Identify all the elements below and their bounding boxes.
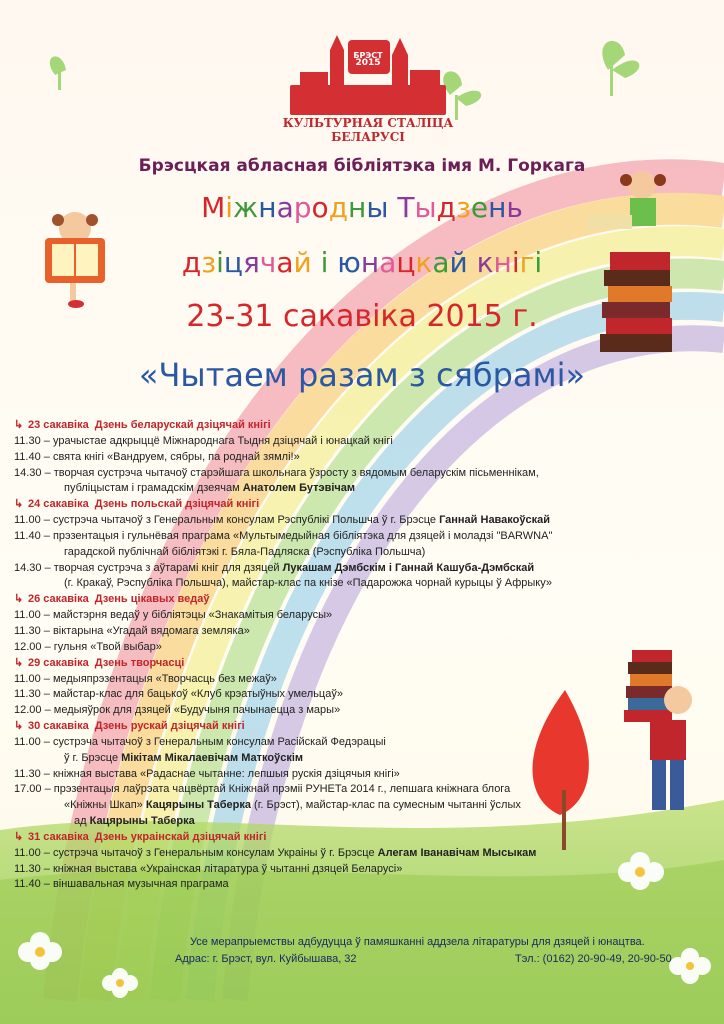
- footer-note: Усе мерапрыемствы адбудуцца ў памяшканні аддзела літаратуры для дзяцей і юнацтва.: [190, 936, 645, 948]
- schedule-event-row: [14, 466, 714, 482]
- day-name: Дзень беларускай дзіцячай кнігі: [94, 419, 271, 431]
- event-text: – гульня «Твой выбар»: [41, 640, 162, 653]
- title-line-2: дзіцячай і юнацкай кнігі: [181, 246, 543, 279]
- schedule-event-row: [14, 608, 714, 624]
- event-text: – свята кнігі «Вандруем, сябры, па роднай зямлі!»: [40, 450, 300, 463]
- event-guest: Мікітам Мікалаевічам Маткоўскім: [121, 751, 304, 764]
- schedule-event-row: [14, 576, 714, 592]
- day-arrow-icon: ↳: [14, 593, 24, 606]
- schedule-event-row: [14, 703, 714, 719]
- event-time: 11.40: [14, 878, 41, 891]
- schedule-day-row: [14, 656, 714, 672]
- event-time: 17.00: [14, 783, 42, 796]
- event-text: – творчая сустрэча чытачоў старэйшага школьнага ўзросту з вядомым беларускім пісьменнікам,: [41, 466, 539, 479]
- schedule-event-row: [14, 687, 714, 703]
- event-text: (г. Брэст), майстар-клас па сумесным чытанні ўслых: [251, 799, 521, 812]
- schedule-event-row: [14, 751, 714, 767]
- schedule-day-row: [14, 592, 714, 608]
- schedule-event-row: [14, 846, 714, 862]
- logo-year: 2015: [355, 58, 381, 68]
- day-arrow-icon: ↳: [14, 498, 24, 511]
- day-arrow-icon: ↳: [14, 419, 24, 431]
- schedule-event-row: [14, 735, 714, 751]
- day-arrow-icon: ↳: [14, 656, 24, 669]
- event-guest: Анатолем Бутэвічам: [242, 482, 356, 495]
- schedule-event-row: [14, 767, 714, 783]
- event-text: – майстар-клас для бацькоў «Клуб крэатыўных умельцаў»: [40, 688, 343, 701]
- event-time: 11.00: [14, 514, 41, 527]
- schedule-event-row: [14, 782, 714, 798]
- schedule-day-row: [14, 418, 714, 434]
- event-text: публіцыстам і грамадскім дзеячам: [64, 482, 243, 495]
- event-guest: Ганнай Навакоўскай: [439, 514, 550, 527]
- event-text: – урачыстае адкрыццё Міжнароднага Тыдня дзіцячай і юнацкай кнігі: [40, 434, 393, 447]
- logo-caption: КУЛЬТУРНАЯ СТАЛІЦА БЕЛАРУСІ: [282, 116, 454, 144]
- event-text: – прэзентацыя і гульнёвая праграма «Мультымедыйная бібліятэка для дзяцей і моладзі "BARWNA": [40, 529, 553, 542]
- schedule-event-row: [14, 624, 714, 640]
- event-text: «Кніжны Шкап»: [64, 799, 146, 812]
- logo-city: БРЭСТ: [353, 51, 383, 60]
- library-name: Брэсцкая абласная бібліятэка імя М. Горкага: [138, 156, 586, 176]
- event-time: 14.30: [14, 561, 42, 574]
- event-text: ад: [74, 815, 90, 828]
- schedule-event-row: [14, 814, 714, 830]
- day-name: Дзень польскай дзіцячай кнігі: [94, 498, 260, 511]
- schedule-day-row: [14, 719, 714, 735]
- event-time: 11.40: [14, 529, 41, 542]
- event-time: 11.00: [14, 609, 41, 622]
- event-motto: «Чытаем разам з сябрамі»: [138, 356, 586, 394]
- schedule-event-row: [14, 877, 714, 893]
- schedule-day-row: [14, 497, 714, 513]
- event-text: – сустрэча чытачоў з Генеральным консулам Расійскай Федэрацыі: [40, 735, 386, 748]
- schedule: [14, 418, 714, 893]
- day-date: 30 сакавіка: [28, 720, 89, 733]
- event-text: ў г. Брэсце: [64, 751, 122, 764]
- event-text: – віктарына «Угадай вядомага земляка»: [40, 624, 250, 637]
- event-dates: 23-31 сакавіка 2015 г.: [186, 299, 538, 334]
- schedule-day-row: [14, 830, 714, 846]
- event-time: 11.30: [14, 434, 41, 447]
- event-guest: Кацярыны Таберка: [145, 799, 251, 812]
- event-time: 11.30: [14, 688, 41, 701]
- schedule-event-row: [14, 450, 714, 466]
- event-text: – медыяпрэзентацыя «Творчасць без межаў»: [40, 672, 277, 685]
- event-time: 11.00: [14, 846, 41, 859]
- day-name: Дзень украінскай дзіцячай кнігі: [94, 830, 267, 843]
- footer-address: Адрас: г. Брэст, вул. Куйбышава, 32: [175, 953, 357, 965]
- title-line-1: Міжнародны Тыдзень: [201, 191, 523, 224]
- event-text: – прэзентацыя лаўрэата чацвёртай Кніжнай прэміі РУНЕТа 2014 г., лепшага кніжнага блога: [41, 783, 511, 796]
- schedule-event-row: [14, 798, 714, 814]
- schedule-event-row: [14, 513, 714, 529]
- schedule-event-row: [14, 862, 714, 878]
- event-text: – сустрэча чытачоў з Генеральным консулам Украіны ў г. Брэсце: [40, 846, 378, 859]
- event-time: 11.40: [14, 450, 41, 463]
- day-name: Дзень цікавых ведаў: [94, 593, 210, 606]
- event-guest: Алегам Іванавічам Мысыкам: [377, 846, 537, 859]
- footer-phone: Тэл.: (0162) 20-90-49, 20-90-50: [515, 953, 672, 965]
- day-arrow-icon: ↳: [14, 830, 24, 843]
- event-time: 12.00: [14, 704, 42, 717]
- day-date: 31 сакавіка: [28, 830, 89, 843]
- event-time: 11.30: [14, 862, 41, 875]
- event-text: – творчая сустрэча з аўтарамі кніг для дзяцей: [41, 561, 283, 574]
- event-guest: Лукашам Дэмбскім і Ганнай Кашуба-Дэмбскай: [282, 561, 535, 574]
- event-text: гарадской публічнай бібліятэкі г. Бяла-Падляска (Рэспубліка Польшча): [64, 545, 426, 558]
- event-text: – кніжная выстава «Радаснае чытанне: лепшыя рускія дзіцячыя кнігі»: [40, 767, 400, 780]
- event-time: 11.30: [14, 624, 41, 637]
- event-text: – сустрэча чытачоў з Генеральным консулам Рэспублікі Польшча ў г. Брэсце: [40, 514, 440, 527]
- schedule-event-row: [14, 481, 714, 497]
- day-date: 24 сакавіка: [28, 498, 89, 511]
- schedule-event-row: [14, 672, 714, 688]
- schedule-event-row: [14, 434, 714, 450]
- event-time: 12.00: [14, 640, 42, 653]
- schedule-event-row: [14, 640, 714, 656]
- event-time: 14.30: [14, 466, 42, 479]
- day-date: 29 сакавіка: [28, 656, 89, 669]
- day-date: 23 сакавіка: [28, 419, 89, 431]
- event-text: – кніжная выстава «Украінская літаратура ў чытанні дзяцей Беларусі»: [40, 862, 403, 875]
- event-text: (г. Кракаў, Рэспубліка Польшча), майстар-клас па кнізе «Падарожжа чорнай курыцы ў Афрыку»: [64, 577, 552, 590]
- schedule-event-row: [14, 561, 714, 577]
- day-arrow-icon: ↳: [14, 720, 24, 733]
- day-name: Дзень рускай дзіцячай кнігі: [94, 720, 245, 733]
- event-text: – віншавальная музычная праграма: [40, 878, 229, 891]
- event-time: 11.00: [14, 672, 41, 685]
- event-guest: Кацярыны Таберка: [89, 815, 195, 828]
- event-text: – медыяўрок для дзяцей «Будучыня пачынаецца з мары»: [41, 704, 341, 717]
- day-date: 26 сакавіка: [28, 593, 89, 606]
- event-time: 11.00: [14, 735, 41, 748]
- event-time: 11.30: [14, 767, 41, 780]
- schedule-event-row: [14, 529, 714, 545]
- schedule-event-row: [14, 545, 714, 561]
- event-text: – майстэрня ведаў у бібліятэцы «Знакамітыя беларусы»: [40, 609, 333, 622]
- day-name: Дзень творчасці: [94, 656, 185, 669]
